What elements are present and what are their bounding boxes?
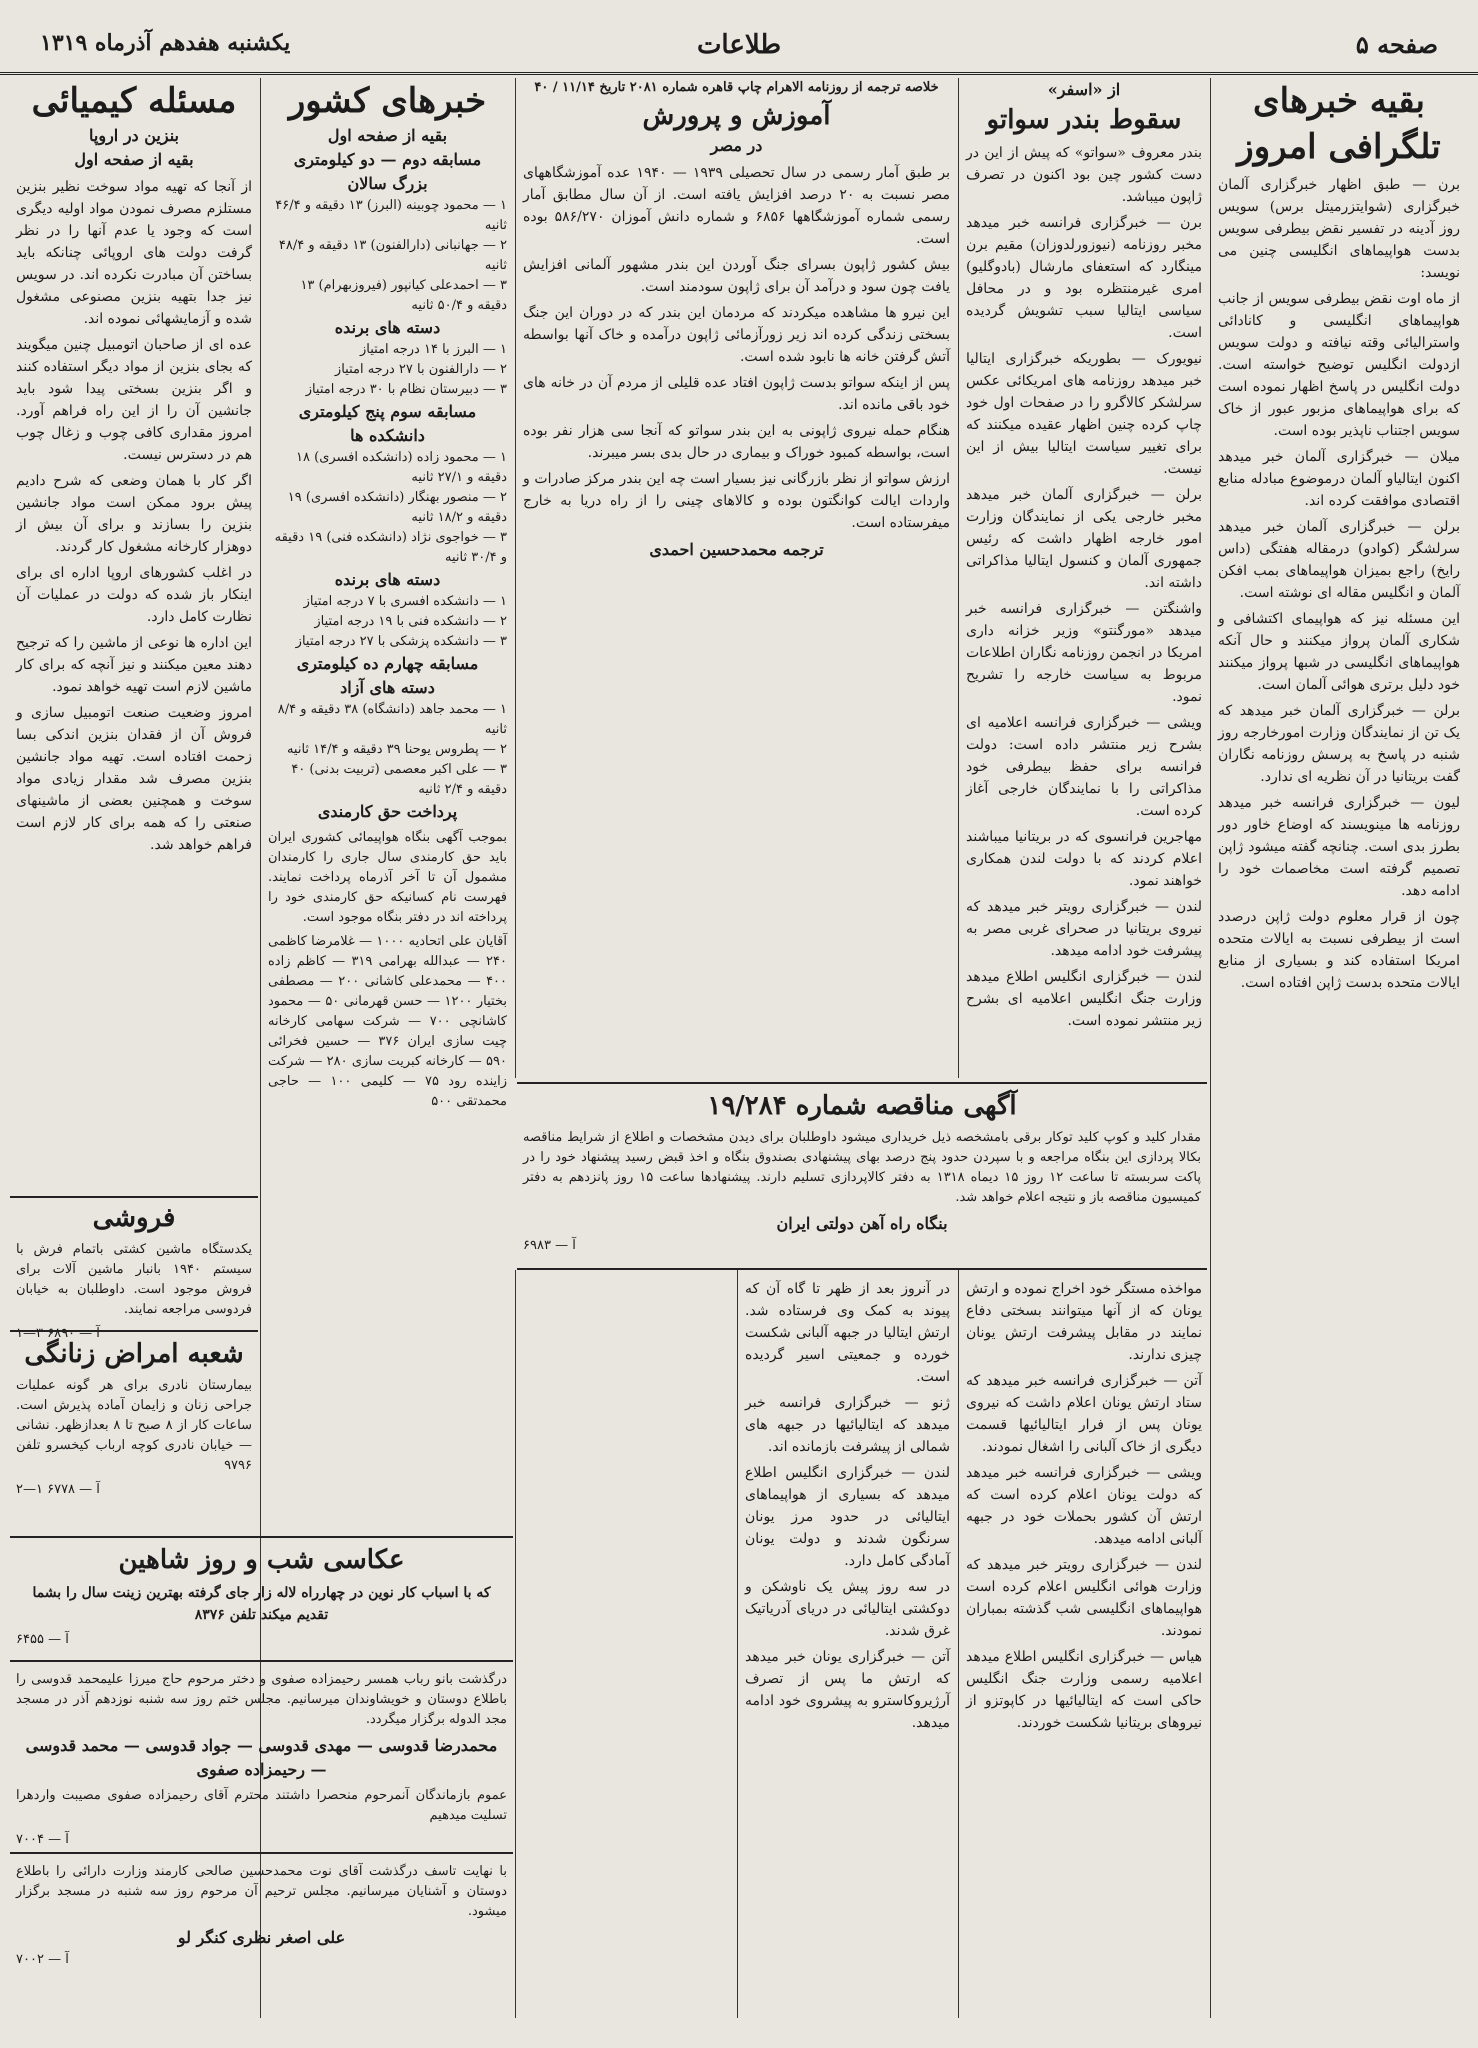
condolence-notice	[10, 1858, 513, 2014]
article-source: از «اسفر»	[1047, 80, 1121, 99]
photo-studio-code: آ — ۶۴۵۵	[16, 1632, 69, 1647]
swatow-headline: سقوط بندر سواتو	[986, 105, 1182, 135]
news-paragraph: مهاجرین فرانسوی که در بریتانیا میباشند اعلام کردند که با دولت لندن همکاری خواهند نمود.	[966, 829, 1202, 889]
section-divider	[10, 1852, 513, 1854]
column-lower-news-b	[739, 1274, 956, 2014]
section-divider	[517, 1082, 1207, 1084]
race-category: دسته های آزاد	[340, 678, 435, 697]
race-result: ۲ — منصور بهنگار (دانشکده افسری) ۱۹ دقیقه و ۱۸/۲ ثانیه	[287, 490, 507, 525]
photo-studio-ad	[10, 1542, 513, 1654]
news-paragraph: واشنگتن — خبرگزاری فرانسه خبر میدهد «مورگنتو» وزیر خزانه داری امریکا در انجمن روزنامه نگاران اطلاعات مربوط به سیاست خارجه را تشریح نمود.	[966, 601, 1202, 705]
condolence-text: با نهایت تاسف درگذشت آقای نوت محمدحسین صالحی کارمند وزارت دارائی را باطلاع دوستان و آشنایان میرسانیم. مجلس ترحیم آن مرحوم روز سه شنبه در مسجد برگزار میشود.	[16, 1864, 507, 1919]
race-result: ۳ — خواجوی نژاد (دانشکده فنی) ۱۹ دقیقه و ۳۰/۴ ثانیه	[274, 530, 507, 565]
team-result: ۱ — البرز با ۱۴ درجه امتیاز	[359, 342, 507, 357]
obituary-code: آ — ۷۰۰۴	[16, 1832, 69, 1847]
news-paragraph: امروز وضعیت صنعت اتومبیل سازی و فروش آن از فقدان بنزین اندکی بسا زحمت افتاده است. تهیه مواد جانشین بنزین مصرف شد مقدار زیادی مواد سوخت و همچنین بعضی از ماشینهای صنعتی را که همه برای کار لازم است فراهم خواهد شد.	[16, 705, 252, 853]
race-result: ۱ — محمود زاده (دانشکده افسری) ۱۸ دقیقه و ۲۷/۱ ثانیه	[296, 450, 507, 485]
obituary-text: درگذشت بانو رباب همسر رحیمزاده صفوی و دختر مرحوم حاج میرزا علیمحمد قدوسی را باطلاع دوستان و خویشاوندان میرسانیم. مجلس ختم روز سه شنبه نوزدهم آذر در مسجد مجد الدوله برگزار میگردد.	[16, 1672, 507, 1727]
column-rule	[958, 1270, 959, 2018]
team-result: ۲ — دارالفنون با ۲۷ درجه امتیاز	[334, 362, 507, 377]
news-paragraph: آتن — خبرگزاری فرانسه خبر میدهد که ستاد ارتش یونان اعلام داشت که نیروی یونان پس از فرار ایتالیائیها قسمت دیگری از خاک آلبانی را اشغال نمودند.	[966, 1373, 1202, 1455]
team-result: ۱ — دانشکده افسری با ۷ درجه امتیاز	[303, 594, 507, 609]
news-paragraph: این مسئله نیز که هواپیمای اکتشافی و شکاری آلمان پرواز میکنند و حال آنکه هواپیماهای انگلیسی در شبها پرواز میکنند خود دلیل برتری هوائی آلمان است.	[1218, 611, 1460, 693]
team-result: ۳ — دبیرستان نظام با ۳۰ درجه امتیاز	[305, 382, 507, 397]
news-paragraph: ژنو — خبرگزاری فرانسه خبر میدهد که ایتالیائیها در جبهه های شمالی از پیشرفت بازمانده اند.	[745, 1395, 950, 1455]
newspaper-name: طلاعات	[696, 30, 782, 60]
news-paragraph: ویشی — خبرگزاری فرانسه اعلامیه ای بشرح زیر منتشر داده است: دولت فرانسه برای حفظ بیطرفی خود مذاکراتی را با نمایندگان خارجی آغاز کرده است.	[966, 715, 1202, 819]
news-paragraph: این اداره ها نوعی از ماشین را که ترجیح دهند معین میکنند و نیز آنچه که برای کار ماشین لازم است تهیه خواهد نمود.	[16, 635, 252, 695]
news-paragraph: نیویورک — بطوریکه خبرگزاری ایتالیا خبر میدهد روزنامه های امریکائی عکس سرلشکر کالاگرو را در صفحات اول خود چاپ کرده چنین اظهار عقیده میکنند که برای تغییر سیاست ایتالیا بیش از این نیست.	[966, 351, 1202, 477]
news-paragraph: برلن — خبرگزاری آلمان خبر میدهد که یک تن از نمایندگان وزارت امورخارجه روز شنبه در پاسخ به پرسش روزنامه نگاران گفت بریتانیا در آن نظریه ای ندارد.	[1218, 703, 1460, 785]
tender-title: آگهی مناقصه شماره ۱۹/۲۸۴	[707, 1091, 1017, 1121]
obituary-names: محمدرضا قدوسی — مهدی قدوسی — جواد قدوسی — محمد قدوسی — رحیمزاده صفوی	[25, 1736, 498, 1779]
news-paragraph: بندر معروف «سواتو» که پیش از این در دست کشور چین بود اکنون در تصرف ژاپون میباشد.	[966, 145, 1202, 205]
column-chemistry	[10, 78, 258, 1158]
news-paragraph: برن — طبق اظهار خبرگزاری آلمان خبرگزاری (شوایتزرمیتل برس) سویس روز آدینه در تفسیر نقض بیطرفی سویس بدست هواپیماهای انگلیسی چنین می نویسد:	[1218, 177, 1460, 281]
clinic-ad-code: آ — ۶۷۷۸ ۱—۲	[16, 1482, 100, 1497]
news-paragraph: لندن — خبرگزاری رویتر خبر میدهد که وزارت هوائی انگلیس اعلام کرده است هواپیماهای انگلیسی شب گذشته بمباران نمودند.	[966, 1557, 1202, 1639]
tender-notice	[517, 1088, 1207, 1266]
column-lower-news-a	[960, 1274, 1208, 2014]
news-paragraph: برلن — خبرگزاری آلمان خبر میدهد سرلشگر (کوادو) درمقاله هفتگی (داس رایخ) راجع بمیزان هواپیماهای بمب افکن آلمان و انگلیس مقاله ای نوشته است.	[1218, 519, 1460, 601]
sale-ad-title: فروشی	[92, 1203, 176, 1233]
section-divider	[10, 1660, 513, 1662]
page-header	[0, 0, 1478, 75]
news-paragraph: در آنروز بعد از ظهر تا گاه آن که پیوند به کمک وی فرستاده شد. ارتش ایتالیا در جبهه آلبانی شکست خورده و جمعیتی اسیر گردیده است.	[745, 1281, 950, 1385]
race-category: دانشکده ها	[350, 426, 425, 445]
telegraph-news-headline: بقیه خبرهای تلگرافی امروز	[1237, 81, 1441, 167]
team-result: ۲ — دانشکده فنی با ۱۹ درجه امتیاز	[314, 614, 507, 629]
news-paragraph: لیون — خبرگزاری فرانسه خبر میدهد روزنامه ها مینویسند که اوضاع خاور دور بطرز بدی است. چنانچه گفته میشود ژاپن تصمیم گرفته است مخاصمات خود را ادامه دهد.	[1218, 795, 1460, 899]
news-paragraph: لندن — خبرگزاری رویتر خبر میدهد که نیروی بریتانیا در صحرای غربی مصر به پیشرفت خود ادامه میدهد.	[966, 899, 1202, 959]
column-rule	[1210, 78, 1211, 2018]
column-rule	[515, 1270, 516, 2018]
column-rule	[737, 1270, 738, 2018]
race-title: مسابقه چهارم ده کیلومتری	[296, 654, 479, 673]
news-paragraph: هیاس — خبرگزاری انگلیس اطلاع میدهد اعلامیه رسمی وزارت جنگ انگلیس حاکی است که ایتالیائیها در کاپوتزو از نیروهای بریتانیا شکست خوردند.	[966, 1649, 1202, 1731]
column-rule	[958, 78, 959, 1078]
news-paragraph: بیش کشور ژاپون بسرای جنگ آوردن این بندر مشهور آلمانی افزایش یافت چون سود و درآمد آن برای ژاپون سودمند است.	[523, 257, 950, 295]
section-divider	[10, 1536, 513, 1538]
condolence-code: آ — ۷۰۰۲	[16, 1952, 69, 1967]
section-divider	[10, 1196, 258, 1198]
condolence-name: علی اصغر نظری کنگر لو	[177, 1928, 346, 1947]
race-result: ۲ — جهانبانی (دارالفنون) ۱۳ دقیقه و ۴۸/۴ ثانیه	[278, 238, 507, 273]
news-paragraph: عده ای از صاحبان اتومبیل چنین میگویند که بجای بنزین از مواد دیگر استفاده کنند و اگر بنزین بسختی پیدا شود باید جانشین آن را از این راه فراهم آورد. امروز مقداری کافی چوب و زغال چوب هم در دسترس نیست.	[16, 337, 252, 463]
sale-ad-code: آ — ۶۸۹۰ ۳—۱	[16, 1326, 100, 1341]
news-paragraph: ویشی — خبرگزاری فرانسه خبر میدهد که دولت یونان اعلام کرده است که ارتش آن کشور بحملات خود در جبهه آلبانی ادامه میدهد.	[966, 1465, 1202, 1547]
race-title: مسابقه سوم پنج کیلومتری	[298, 402, 477, 421]
section-divider	[517, 1268, 1207, 1270]
race-result: ۳ — احمدعلی کیانپور (فیروزبهرام) ۱۳ دقیقه و ۵۰/۴ ثانیه	[300, 278, 507, 313]
news-paragraph: مواخذه مستگر خود اخراج نموده و ارتش یونان که از آنها میتوانند بسختی دفاع نمایند در مقابل پیشرفت ارتش یونان چیزی ندارند.	[966, 1281, 1202, 1363]
race-result: ۲ — پطروس یوحنا ۳۹ دقیقه و ۱۴/۴ ثانیه	[286, 742, 507, 757]
translator-credit: ترجمه محمدحسین احمدی	[649, 540, 824, 559]
race-result: ۱ — محمد جاهد (دانشگاه) ۳۸ دقیقه و ۸/۴ ثانیه	[277, 702, 507, 737]
continued-note: بقیه از صفحه اول	[74, 150, 194, 169]
news-paragraph: پس از اینکه سواتو بدست ژاپون افتاد عده قلیلی از مردم آن در خانه های خود باقی مانده اند.	[523, 375, 950, 413]
news-paragraph: لندن — خبرگزاری انگلیس اطلاع میدهد وزارت جنگ انگلیس اعلامیه ای بشرح زیر منتشر نموده است.	[966, 969, 1202, 1029]
sale-ad-text: یکدستگاه ماشین کشتی باتمام فرش با سیستم ۱۹۴۰ بانبار ماشین آلات برای فروش موجود است. داوطلبان به خیابان فردوسی مراجعه نمایند.	[16, 1242, 253, 1317]
photo-studio-text: که با اسباب کار نوین در چهارراه لاله زار جای گرفته بهترین زینت سال را بشما تقدیم میکند تلفن ۸۳۷۶	[32, 1585, 491, 1623]
column-telegraph-news	[1212, 78, 1466, 2018]
issue-date: یکشنبه هفدهم آذرماه ۱۳۱۹	[40, 30, 291, 56]
clinic-ad	[10, 1336, 258, 1532]
news-paragraph: در اغلب کشورهای اروپا اداره ای برای اینکار باز شده که دولت در عملیات آن نظارت کامل دارد.	[16, 565, 252, 625]
news-paragraph: بر طبق آمار رسمی در سال تحصیلی ۱۹۳۹ — ۱۹۴۰ عده آموزشگاههای مصر نسبت به ۲۰ درصد افزایش یافته است. از آن سال مطابق آمار رسمی شماره آموزشگاهها ۶۸۵۶ و شماره دانش آموزان ۵۸۶/۲۷۰ بوده است.	[523, 165, 950, 247]
news-paragraph: از ماه اوت نقض بیطرفی سویس از جانب هواپیماهای انگلیسی و کانادائی واسترالیائی وقته نیافته و دولت سویس ازدولت انگلیس توضیح خواسته است. دولت انگلیس در پاسخ اظهار نموده است که برای هواپیماهای مزبور عبور از خاک سویس اجتناب ناپذیر بوده است.	[1218, 291, 1460, 439]
news-paragraph: آتن — خبرگزاری یونان خبر میدهد که ارتش ما پس از تصرف آرژیروکاسترو به پیشروی خود ادامه میدهد.	[745, 1649, 950, 1731]
chemistry-subtitle: بنزین در اروپا	[89, 126, 179, 145]
chemistry-headline: مسئله کیمیائی	[31, 81, 237, 121]
page-number: صفحه ۵	[1355, 30, 1438, 59]
salary-title: پرداخت حق کارمندی	[317, 802, 458, 821]
clinic-ad-text: بیمارستان نادری برای هر گونه عملیات جراحی زنان و زایمان آماده پذیرش است. ساعات کار از ۸ صبح تا ۸ بعدازظهر. نشانی — خیابان نادری کوچه ارباب کیخسرو تلفن ۹۷۹۶	[16, 1378, 252, 1473]
news-paragraph: میلان — خبرگزاری آلمان خبر میدهد اکنون ایتالیاو آلمان درموضوع مبادله منابع اقتصادی موافقت کرده اند.	[1218, 449, 1460, 509]
clinic-ad-title: شعبه امراض زنانگی	[24, 1339, 244, 1369]
news-paragraph: لندن — خبرگزاری انگلیس اطلاع میدهد که بسیاری از هواپیماهای ایتالیائی در حدود مرز یونان سرنگون شدند و دولت یونان آمادگی کامل دارد.	[745, 1465, 950, 1569]
salary-list: آقایان علی اتحادیه ۱۰۰۰ — غلامرضا کاظمی ۲۴۰ — عبدالله بهرامی ۳۱۹ — کاظم زاده ۴۰۰ — محمدعلی کاشانی ۲۰۰ — مصطفی بختیار ۱۲۰۰ — حسن قهرمانی ۵۰ — محمود کاشانچی ۷۰۰ — شرکت سهامی کارخانه چیت سازی ایران ۳۷۶ — حسین فخرائی ۵۹۰ — کارخانه کبریت سازی ۲۸۰ — شرکت زاینده رود ۷۵ — کلیمی ۱۰۰ — حاجی محمدتقی ۵۰۰	[268, 934, 508, 1109]
section-divider	[10, 1330, 258, 1332]
photo-studio-title: عکاسی شب و روز شاهین	[118, 1545, 405, 1575]
column-swatow-fall	[960, 78, 1208, 1078]
article-intro: خلاصه ترجمه از روزنامه الاهرام چاپ قاهره شماره ۲۰۸۱ تاریخ ۱۱/۱۴ / ۴۰	[534, 80, 939, 95]
obituary-note: عموم بازماندگان آنمرحوم منحصرا داشتند محترم آقای رحیمزاده صفوی مصیبت واردهرا تسلیت میدهیم	[16, 1788, 507, 1823]
tender-signature: بنگاه راه آهن دولتی ایران	[776, 1214, 948, 1233]
column-rule	[515, 78, 516, 1078]
salary-text: بموجب آگهی بنگاه هواپیمائی کشوری ایران باید حق کارمندی سال جاری را کارمندان مشمول آن تا آخر آذرماه پرداخت نمایند. فهرست نام کسانیکه حق کارمندی خود را پرداخته اند در دفتر بنگاه موجود است.	[268, 830, 507, 925]
tender-code: آ — ۶۹۸۳	[523, 1238, 576, 1253]
race-result: ۱ — محمود چوبینه (البرز) ۱۳ دقیقه و ۴۶/۴ ثانیه	[275, 198, 507, 233]
news-paragraph: برن — خبرگزاری فرانسه خبر میدهد مخبر روزنامه (نیوزورلدوزان) مقیم برن مینگارد که استعفای مارشال (بادوگلیو) امری غیرمنتظره بود و در محافل سیاسی ایتالیا سبب تشویش گردیده است.	[966, 215, 1202, 341]
news-paragraph: در سه روز پیش یک ناوشکن و دوکشتی ایتالیائی در دریای آدریاتیک غرق شدند.	[745, 1579, 950, 1639]
column-country-news	[262, 78, 513, 1578]
race-title: مسابقه دوم — دو کیلومتری	[293, 150, 482, 169]
education-headline: آموزش و پرورش	[642, 101, 831, 131]
news-paragraph: هنگام حمله نیروی ژاپونی به این بندر سواتو که آنجا سی هزار نفر بوده است، بواسطه کمبود خوراک و بیماری در حال بدی بسر میبرند.	[523, 423, 950, 461]
continued-note: بقیه از صفحه اول	[327, 126, 448, 145]
news-paragraph: چون از قرار معلوم دولت ژاپن درصدد است از بیطرفی نسبت به ایالات متحده امریکا استفاده کند و بسیاری از منابع ایالات متحده بدست ژاپن افتاده است.	[1218, 909, 1460, 991]
news-paragraph: ارزش سواتو از نظر بازرگانی نیز بسیار است چه این بندر مرکز صادرات و واردات ایالت کوانگتون بوده و کالاهای چینی را از راه دریا به خارج میفرستاده است.	[523, 471, 950, 531]
news-paragraph: این نیرو ها مشاهده میکردند که مردمان این بندر که در دوران این جنگ بسختی زندگی کرده اند زیر زورآزمائی ژاپون درآمده و خاک آنها بواسطه آتش گرفتن خانه ها نابود شده است.	[523, 305, 950, 365]
team-result: ۳ — دانشکده پزشکی با ۲۷ درجه امتیاز	[295, 634, 507, 649]
column-education	[517, 78, 956, 1078]
sale-ad	[10, 1200, 258, 1341]
news-paragraph: از آنجا که تهیه مواد سوخت نظیر بنزین مستلزم مصرف نمودن مواد اولیه دیگری است که وجود یا عدم آنها را در نظر گرفت دولت های اروپائی چنانکه باید بساختن آن مبادرت نکرده اند. در سویس نیز جدا بتهیه بنزین مصنوعی مشغول شده و آزمایشهائی نموده اند.	[16, 179, 252, 327]
news-paragraph: اگر کار با همان وضعی که شرح دادیم پیش برود ممکن است مواد جانشین بنزین را بسازند و برای آن بیش از دوهزار کارخانه مشغول کار گردند.	[16, 473, 252, 555]
education-subtitle: در مصر	[710, 136, 763, 155]
winning-teams-title: دسته های برنده	[334, 570, 441, 589]
news-paragraph: برلن — خبرگزاری آلمان خبر میدهد مخبر خارجی یکی از نمایندگان وزارت امور خارجه اظهار داشت که رئیس جمهوری آلمان و کنسول ایتالیا مذاکراتی داشته اند.	[966, 487, 1202, 591]
race-result: ۳ — علی اکبر معصمی (تربیت بدنی) ۴۰ دقیقه و ۲/۴ ثانیه	[291, 762, 507, 797]
winning-teams-title: دسته های برنده	[334, 318, 441, 337]
race-category: بزرگ سالان	[347, 174, 428, 193]
obituary-notice	[10, 1666, 513, 1848]
tender-body: مقدار کلید و کوپ کلید توکار برقی بامشخصه ذیل خریداری میشود داوطلبان برای دیدن مشخصات و اطلاع از شرایط مناقصه بکالا پردازی این بنگاه مراجعه و با سپردن حدود پنج درصد بهای پیشنهادی بصندوق بنگاه و اخذ قبض رسید پیشنهاد خود را در پاکت سربسته تا ساعت ۱۲ روز ۱۵ دیماه ۱۳۱۸ به دفتر کالاپردازی تسلیم دارند. پیشنهادها ساعت ۱۵ روز پانزدهم به دفتر کمیسیون مناقصه باز و نتیجه اعلام خواهد شد.	[523, 1130, 1201, 1205]
country-news-headline: خبرهای کشور	[288, 81, 487, 121]
